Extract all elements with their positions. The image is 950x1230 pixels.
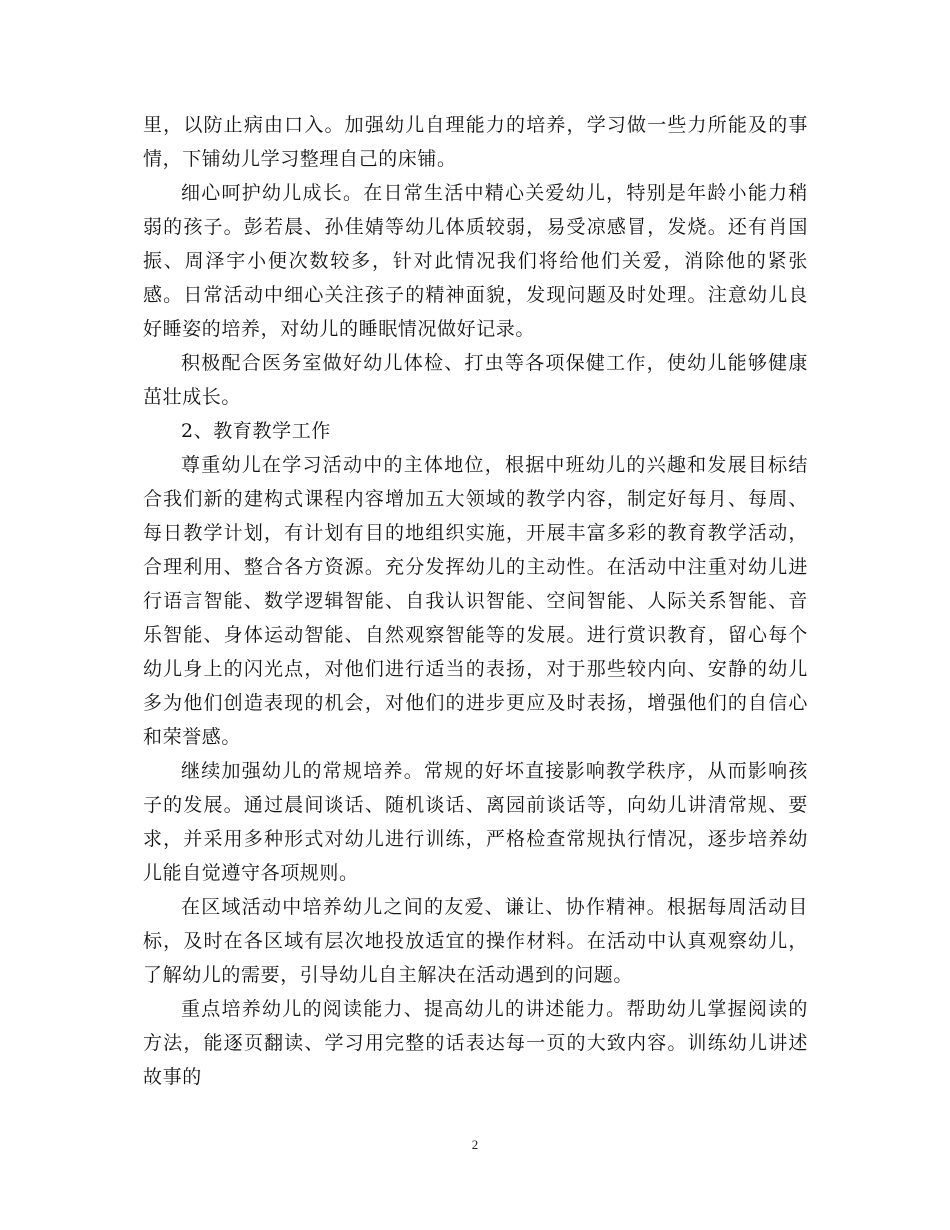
- paragraph-5: 继续加强幼儿的常规培养。常规的好坏直接影响教学秩序，从而影响孩子的发展。通过晨间谈话、随机谈话、离园前谈话等，向幼儿讲清常规、要求，并采用多种形式对幼儿进行训练，严格检查常规执行情况，逐步培养幼儿能自觉遵守各项规则。: [143, 760, 808, 884]
- paragraph-3: 积极配合医务室做好幼儿体检、打虫等各项保健工作，使幼儿能够健康茁壮成长。: [143, 352, 808, 408]
- paragraph-2: 细心呵护幼儿成长。在日常生活中精心关爱幼儿，特别是年龄小能力稍弱的孩子。彭若晨、孙佳婧等幼儿体质较弱，易受凉感冒，发烧。还有肖国振、周泽宇小便次数较多，针对此情况我们将给他们关爱，消除他的紧张感。日常活动中细心关注孩子的精神面貌，发现问题及时处理。注意幼儿良好睡姿的培养，对幼儿的睡眠情况做好记录。: [143, 182, 808, 340]
- section-heading: 2、教育教学工作: [181, 420, 331, 442]
- paragraph-6: 在区域活动中培养幼儿之间的友爱、谦让、协作精神。根据每周活动目标，及时在各区域有层次地投放适宜的操作材料。在活动中认真观察幼儿，了解幼儿的需要，引导幼儿自主解决在活动遇到的问题。: [143, 896, 808, 986]
- page-number: 2: [471, 1137, 479, 1152]
- paragraph-1: 里，以防止病由口入。加强幼儿自理能力的培养，学习做一些力所能及的事情，下铺幼儿学习整理自己的床铺。: [143, 114, 808, 170]
- paragraph-4: 尊重幼儿在学习活动中的主体地位，根据中班幼儿的兴趣和发展目标结合我们新的建构式课程内容增加五大领域的教学内容，制定好每月、每周、每日教学计划，有计划有目的地组织实施，开展丰富多彩的教育教学活动，合理利用、整合各方资源。充分发挥幼儿的主动性。在活动中注重对幼儿进行语言智能、数学逻辑智能、自我认识智能、空间智能、人际关系智能、音乐智能、身体运动智能、自然观察智能等的发展。进行赏识教育，留心每个幼儿身上的闪光点，对他们进行适当的表扬，对于那些较内向、安静的幼儿多为他们创造表现的机会，对他们的进步更应及时表扬，增强他们的自信心和荣誉感。: [143, 454, 808, 748]
- paragraph-7: 重点培养幼儿的阅读能力、提高幼儿的讲述能力。帮助幼儿掌握阅读的方法，能逐页翻读、学习用完整的话表达每一页的大致内容。训练幼儿讲述故事的: [143, 998, 808, 1088]
- document-page: [143, 108, 808, 1094]
